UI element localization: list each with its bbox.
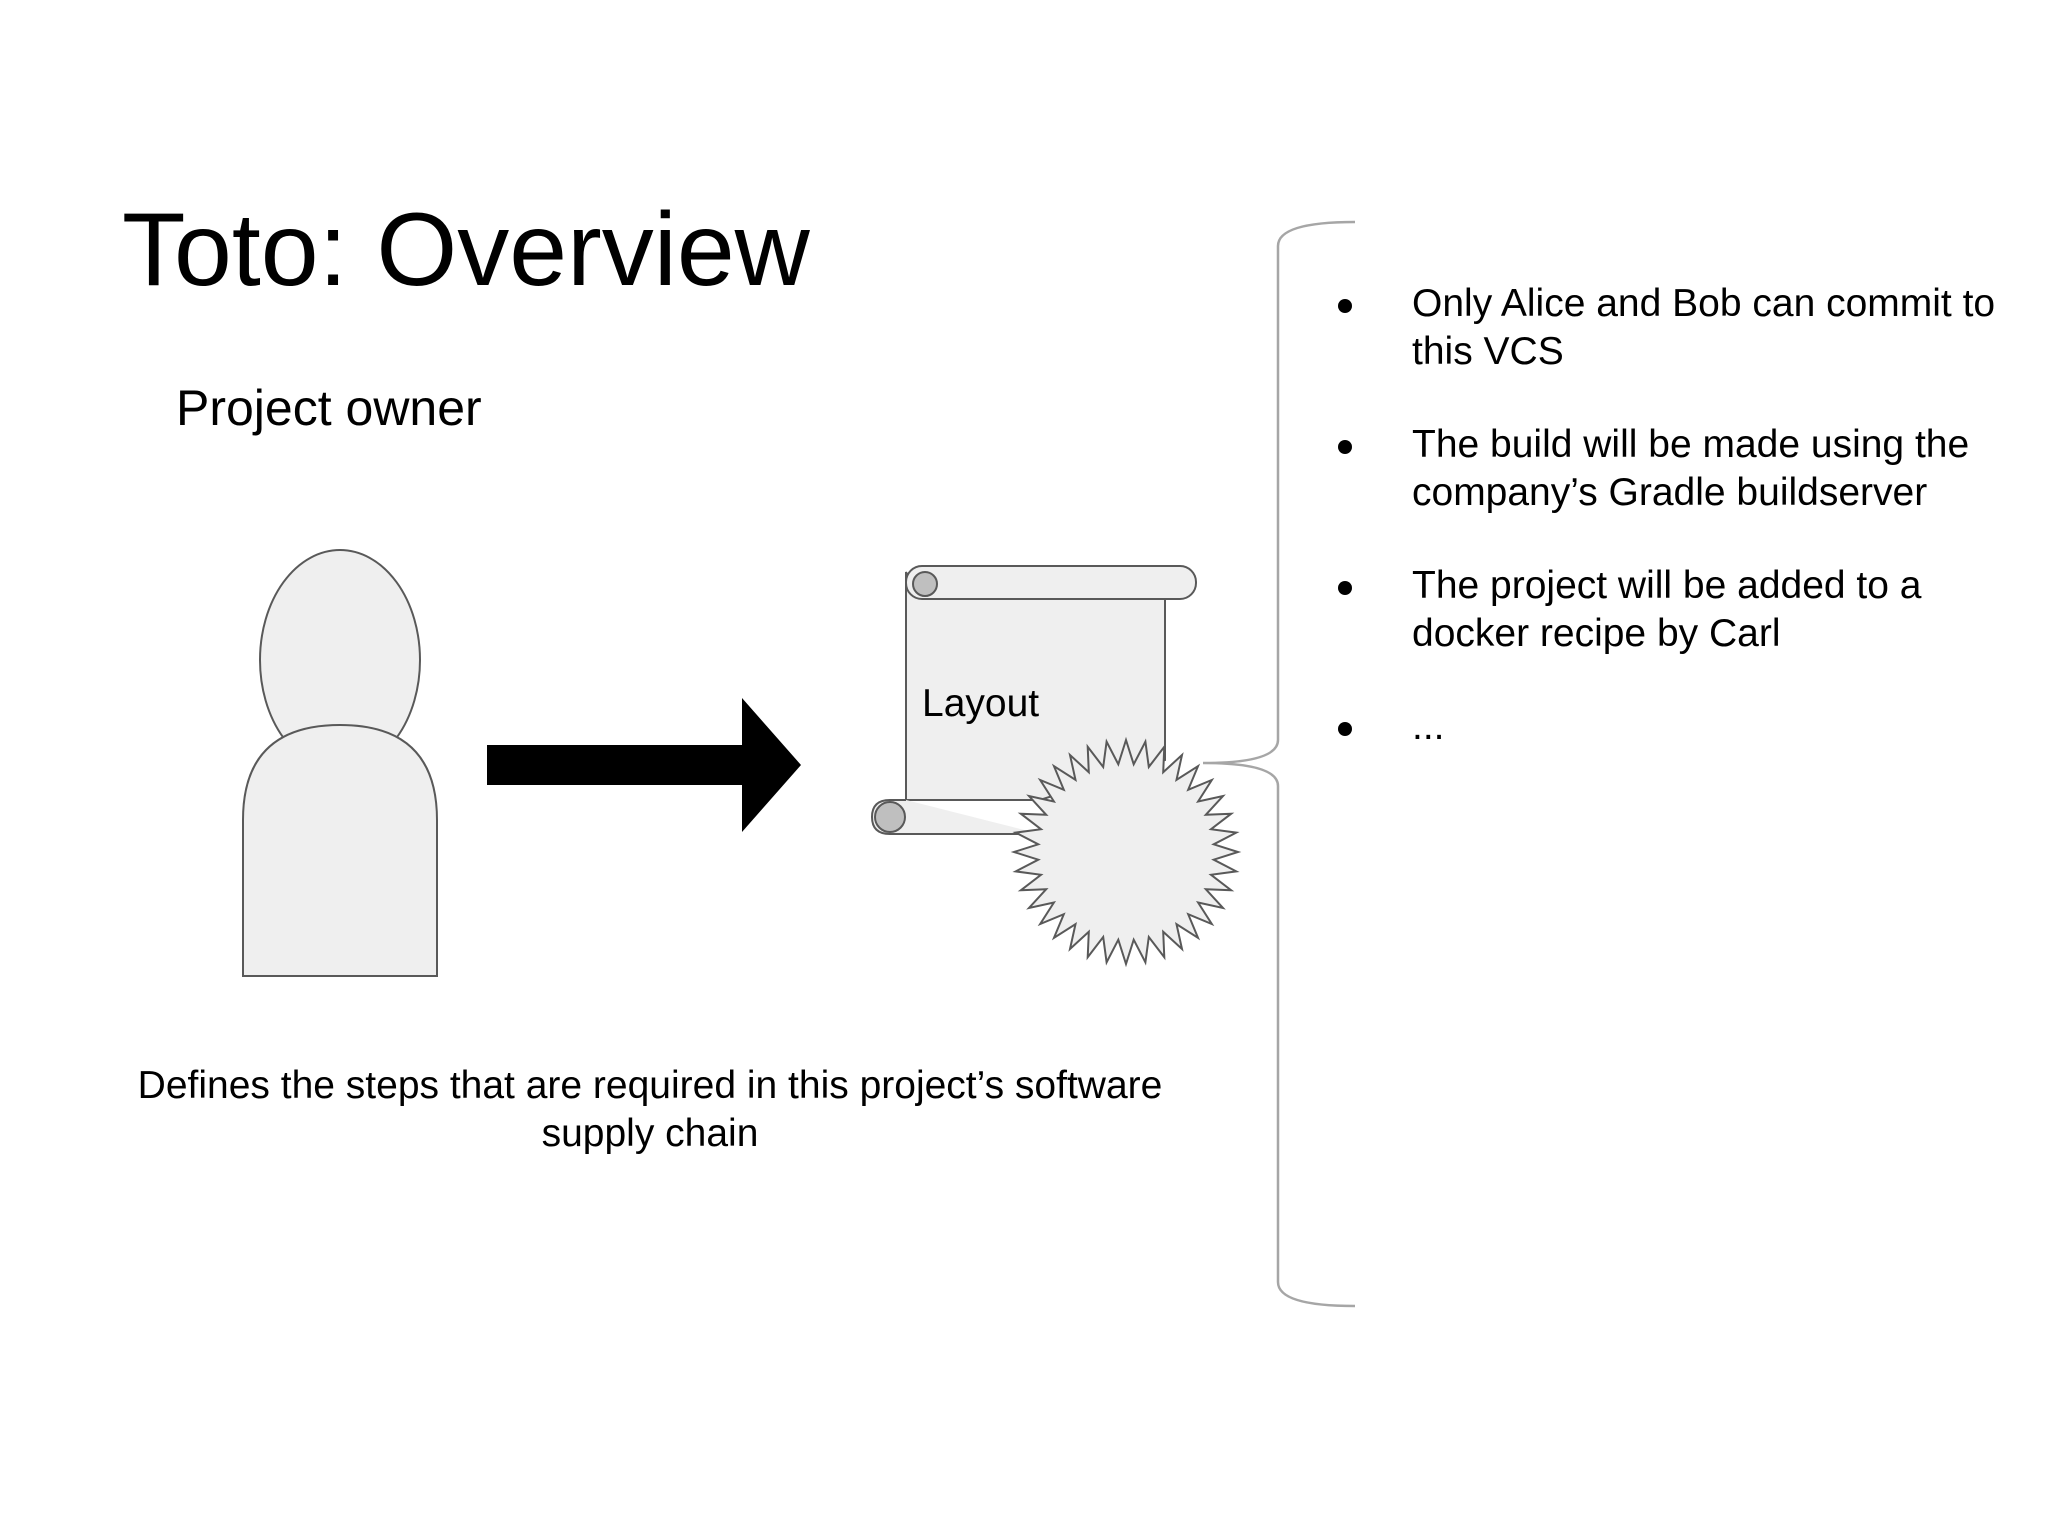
list-item-text: ... bbox=[1412, 705, 1445, 748]
requirements-list bbox=[1330, 280, 2030, 796]
person-icon bbox=[243, 550, 437, 976]
right-arrow-icon bbox=[487, 698, 801, 832]
layout-label: Layout bbox=[922, 682, 1040, 725]
slide-title: Toto: Overview bbox=[122, 192, 810, 308]
list-item bbox=[1330, 562, 2030, 658]
bullet-icon bbox=[1338, 722, 1352, 736]
list-item-text: The project will be added to a docker recipe by Carl bbox=[1412, 564, 1922, 655]
list-item-text: The build will be made using the company’s Gradle buildserver bbox=[1412, 423, 1970, 514]
caption-text: Defines the steps that are required in this project’s software supply chain bbox=[137, 1064, 1163, 1155]
list-item bbox=[1330, 280, 2030, 376]
bullet-icon bbox=[1338, 299, 1352, 313]
list-item bbox=[1330, 421, 2030, 517]
bullet-icon bbox=[1338, 581, 1352, 595]
bullet-icon bbox=[1338, 440, 1352, 454]
scroll-top-roll bbox=[906, 566, 1196, 599]
scroll-bottom-roll bbox=[875, 802, 905, 832]
scroll-top-curl bbox=[913, 572, 937, 596]
list-item-text: Only Alice and Bob can commit to this VCS bbox=[1412, 282, 1996, 373]
person-body bbox=[243, 725, 437, 976]
project-owner-label: Project owner bbox=[176, 380, 482, 436]
list-item bbox=[1330, 703, 2030, 751]
